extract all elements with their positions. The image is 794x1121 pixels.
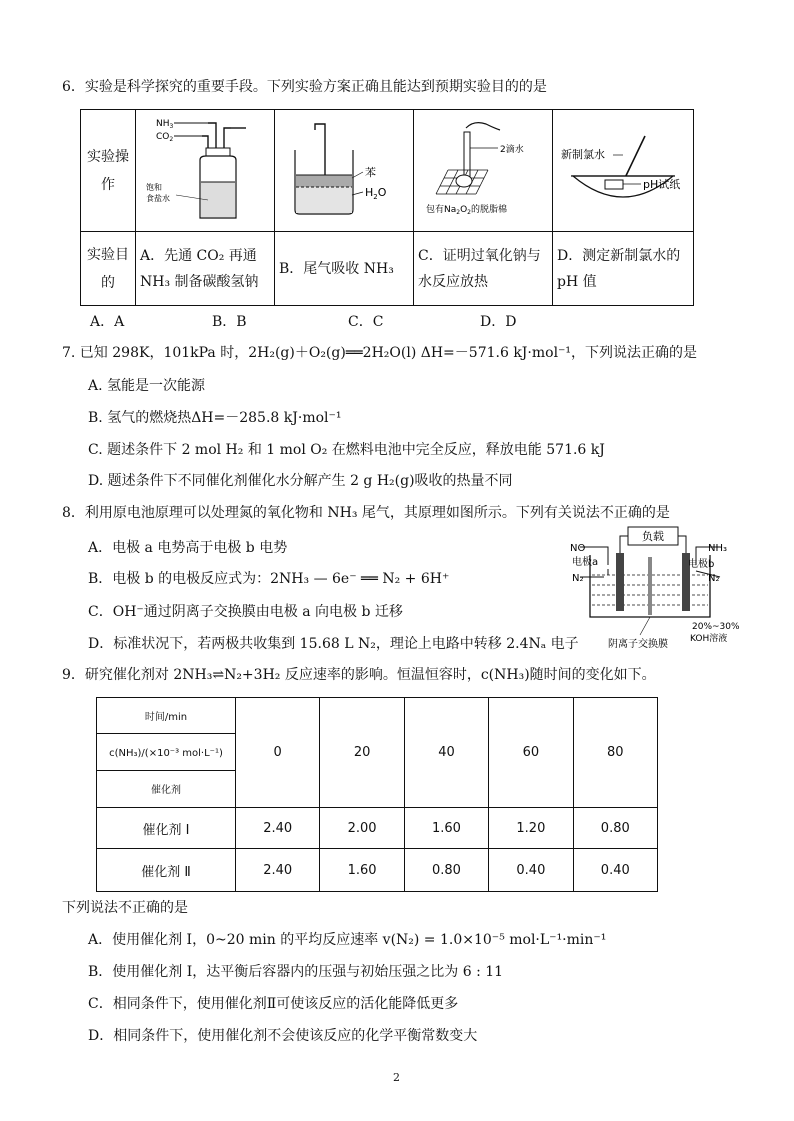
svg-text:pH试纸: pH试纸 <box>643 178 681 191</box>
q9-cell: 0.80 <box>404 849 488 892</box>
q8-stem: 8．利用原电池原理可以处理氮的氧化物和 NH₃ 尾气，其原理如图所示。下列有关说法不正确的是 <box>62 505 670 521</box>
q6-purpose-b: B．尾气吸收 NH₃ <box>275 232 414 306</box>
q9-cell: 2.40 <box>236 849 320 892</box>
svg-text:包有Na2O2的脱脂棉: 包有$Na_2O_2$的脱脂棉 <box>426 205 508 216</box>
q9-cell: 2.40 <box>236 808 320 849</box>
svg-text:NO: NO <box>570 543 586 554</box>
svg-text:N₂: N₂ <box>708 573 720 584</box>
q9-option-d: D．相同条件下，使用催化剂不会使该反应的化学平衡常数变大 <box>88 1028 478 1044</box>
q6-stem: 6．实验是科学探究的重要手段。下列实验方案正确且能达到预期实验目的的是 <box>62 79 547 95</box>
svg-text:NH3: $NH_3$ <box>156 119 174 130</box>
q9-row-name: 催化剂 Ⅰ <box>97 808 236 849</box>
q8-battery-diagram <box>560 525 750 653</box>
svg-text:NH₃: NH₃ <box>708 543 728 554</box>
q6-row2-label: 实验目的 <box>81 232 136 306</box>
svg-text:新制氯水: 新制氯水 <box>561 148 605 161</box>
q6-diagram-d <box>553 110 694 232</box>
q9-followup: 下列说法不正确的是 <box>62 900 188 916</box>
q9-header-conc: c(NH₃)/(×10⁻³ mol·L⁻¹) <box>97 734 236 771</box>
q6-choice-c: C．C <box>348 314 384 330</box>
q6-purpose-d: D．测定新制氯水的 pH 值 <box>553 232 694 306</box>
q9-time-20: 20 <box>320 698 404 808</box>
svg-text:电极a: 电极a <box>572 557 599 568</box>
q8-option-a: A．电极 a 电势高于电极 b 电势 <box>88 540 288 556</box>
q9-header-time: 时间/min <box>97 698 236 734</box>
q9-stem: 9．研究催化剂对 2NH₃⇌N₂+3H₂ 反应速率的影响。恒温恒容时，c(NH₃)随时间的变化如下。 <box>62 667 656 683</box>
q7-option-d: D. 题述条件下不同催化剂催化水分解产生 2 g H₂(g)吸收的热量不同 <box>88 473 513 489</box>
q6-table <box>80 109 694 306</box>
q6-diagram-a <box>136 110 275 232</box>
table-row <box>97 808 658 849</box>
q9-table <box>96 697 658 892</box>
q9-time-60: 60 <box>489 698 573 808</box>
q9-option-a: A．使用催化剂 Ⅰ，0~20 min 的平均反应速率 v(N₂) = 1.0×10⁻⁵ mol·L⁻¹·min⁻¹ <box>88 932 607 948</box>
svg-text:饱和: 饱和 <box>146 183 162 192</box>
svg-text:阴离子交换膜: 阴离子交换膜 <box>608 639 668 650</box>
svg-text:KOH溶液: KOH溶液 <box>690 634 728 644</box>
q7-option-c: C. 题述条件下 2 mol H₂ 和 1 mol O₂ 在燃料电池中完全反应，释放电能 571.6 kJ <box>88 442 605 458</box>
svg-text:2滴水: 2滴水 <box>500 145 524 155</box>
q7-option-b: B. 氢气的燃烧热ΔH=－285.8 kJ·mol⁻¹ <box>88 410 342 426</box>
q9-option-b: B．使用催化剂 Ⅰ，达平衡后容器内的压强与初始压强之比为 6 : 11 <box>88 964 504 980</box>
q7-stem: 7. 已知 298K，101kPa 时，2H₂(g)＋O₂(g)══2H₂O(l) ΔH=－571.6 kJ·mol⁻¹，下列说法正确的是 <box>62 345 698 361</box>
q9-cell: 1.60 <box>320 849 404 892</box>
q9-cell: 1.60 <box>404 808 488 849</box>
page-number: 2 <box>393 1071 400 1084</box>
q6-purpose-c: C．证明过氧化钠与水反应放热 <box>414 232 553 306</box>
q6-row1-label: 实验操作 <box>81 110 136 232</box>
svg-text:负载: 负载 <box>642 530 664 543</box>
svg-text:N₂: N₂ <box>572 573 584 584</box>
q8-option-c: C．OH⁻通过阴离子交换膜由电极 a 向电极 b 迁移 <box>88 604 403 620</box>
q9-header-catalyst: 催化剂 <box>97 771 236 808</box>
q9-cell: 0.40 <box>573 849 657 892</box>
q9-row-name: 催化剂 Ⅱ <box>97 849 236 892</box>
q9-time-80: 80 <box>573 698 657 808</box>
table-row <box>97 849 658 892</box>
svg-text:食盐水: 食盐水 <box>146 194 170 203</box>
q9-cell: 1.20 <box>489 808 573 849</box>
q9-option-c: C．相同条件下，使用催化剂Ⅱ可使该反应的活化能降低更多 <box>88 996 459 1012</box>
q6-choice-d: D．D <box>480 314 517 330</box>
q6-diagram-c <box>414 110 553 232</box>
q6-choice-a: A．A <box>90 314 125 330</box>
svg-text:H2O: $H_2O$ <box>365 186 387 201</box>
q9-cell: 2.00 <box>320 808 404 849</box>
q6-purpose-a: A．先通 CO₂ 再通 NH₃ 制备碳酸氢钠 <box>136 232 275 306</box>
q9-cell: 0.40 <box>489 849 573 892</box>
q6-choice-b: B．B <box>212 314 247 330</box>
svg-text:苯: 苯 <box>365 166 376 179</box>
q9-time-40: 40 <box>404 698 488 808</box>
q8-option-b: B．电极 b 的电极反应式为：2NH₃ — 6e⁻ ══ N₂ + 6H⁺ <box>88 571 450 587</box>
q8-option-d: D．标准状况下，若两极共收集到 15.68 L N₂，理论上电路中转移 2.4Nₐ 电子 <box>88 636 579 652</box>
svg-text:电极b: 电极b <box>688 559 715 570</box>
q9-cell: 0.80 <box>573 808 657 849</box>
q9-time-0: 0 <box>236 698 320 808</box>
q6-diagram-b <box>275 110 414 232</box>
svg-text:20%~30%: 20%~30% <box>692 622 740 632</box>
svg-text:CO2: $CO_2$ <box>156 132 174 143</box>
q7-option-a: A. 氢能是一次能源 <box>88 378 206 394</box>
